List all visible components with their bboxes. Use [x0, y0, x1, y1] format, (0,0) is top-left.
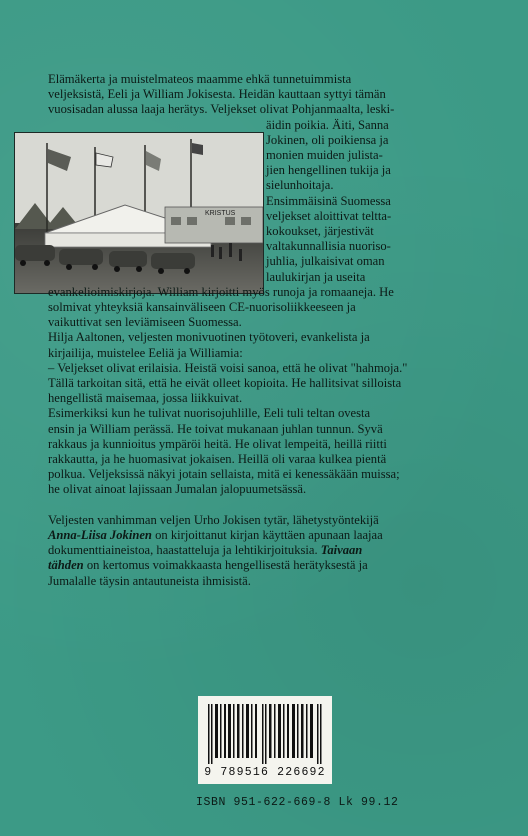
blurb-line: Elämäkerta ja muistelmateos maamme ehkä tunnetuimmista	[48, 72, 352, 86]
blurb-line: Hilja Aaltonen, veljesten monivuotinen työtoveri, evankelista ja	[48, 330, 370, 345]
quote-line: ensin ja William perässä. He toivat mukanaan juhlan tunnun. Syvä	[48, 421, 383, 436]
author-line: Veljesten vanhimman veljen Urho Jokisen tytär, lähetystyöntekijä	[48, 512, 379, 527]
quote-line: Tällä tarkoitan sitä, että he eivät olleet kopioita. He hallitsivat silloista	[48, 376, 402, 391]
barcode	[198, 696, 332, 784]
blurb-line: evankelioimiskirjoja. William kirjoitti myös runoja ja romaaneja. He	[48, 284, 394, 299]
author-line: Jumalalle täysin antautuneista ihmisistä.	[48, 573, 251, 588]
blurb-line: äidin poikia. Äiti, Sanna	[266, 117, 389, 132]
author-name: Anna-Liisa Jokinen	[48, 527, 152, 542]
book-title-part-a: Taivaan	[320, 543, 363, 558]
blurb-line: monien muiden julista-	[266, 148, 383, 163]
author-line-rest: on kertomus voimakkaasta hengellisestä herätyksestä ja	[83, 558, 368, 573]
blurb-line: Jokinen, oli poikiensa ja	[266, 132, 389, 147]
author-line-start: dokumenttiaineistoa, haastatteluja ja lehtikirjoituksia.	[48, 543, 321, 558]
blurb-line: vuosisadan alussa laaja herätys. Veljekset olivat Pohjanmaalta, leski-	[48, 102, 395, 117]
blurb-line: kokoukset, järjestivät	[266, 224, 374, 239]
quote-line: rakkautta, ja he huomasivat jokaisen. Heillä oli varaa kulkea pientä	[48, 452, 387, 467]
quote-line: he olivat ainoat lajissaan Jumalan jalopuumetsässä.	[48, 482, 307, 497]
photo-sign: KRISTUS	[205, 210, 236, 217]
back-cover-text	[48, 72, 488, 589]
author-line	[48, 528, 488, 543]
quote-line: Esimerkiksi kun he tulivat nuorisojuhlille, Eeli tuli teltan ovesta	[48, 406, 371, 421]
isbn-line: ISBN 951-622-669-8 Lk 99.12	[196, 796, 399, 809]
quote-line: – Veljekset olivat erilaisia. Heistä voisi sanoa, että he olivat "hahmoja."	[48, 360, 408, 375]
blurb-line: laulukirjan ja useita	[266, 269, 366, 284]
blurb-line: sielunhoitaja.	[266, 178, 334, 193]
author-line-rest: on kirjoittanut kirjan käyttäen apunaan laajaa	[151, 527, 383, 542]
blurb-line: kirjailija, muistelee Eeliä ja Williamia:	[48, 345, 243, 360]
author-line	[48, 558, 488, 573]
blurb-line: Ensimmäisinä Suomessa	[266, 193, 391, 208]
book-title-part-b: tähden	[48, 558, 84, 573]
blurb-line: veljeksistä, Eeli ja William Jokisesta. Heidän kauttaan syttyi tämän	[48, 87, 386, 102]
blurb-line: jien hengellinen tukija ja	[266, 163, 391, 178]
blurb-line: juhlia, julkaisivat oman	[266, 254, 385, 269]
author-line	[48, 543, 488, 558]
barcode-bars	[206, 704, 324, 764]
blurb-line: veljekset aloittivat teltta-	[266, 208, 392, 223]
quote-line: rakkaus ja kunnioitus ympäröi heitä. He olivat lempeitä, heillä riitti	[48, 436, 387, 451]
blurb-line: vaikuttivat sen leviämiseen Suomessa.	[48, 315, 242, 330]
quote-line: polkua. Veljeksissä näkyi jotain sellaista, mitä ei kenessäkään muissa;	[48, 467, 400, 482]
blurb-line: valtakunnallisia nuoriso-	[266, 239, 391, 254]
barcode-digits: 9 789516 226692	[204, 766, 326, 779]
blurb-line: solmivat yhteyksiä kansainväliseen CE-nuorisoliikkeeseen ja	[48, 300, 356, 315]
quote-line: hengellistä maisemaa, jossa liikkuivat.	[48, 391, 243, 406]
